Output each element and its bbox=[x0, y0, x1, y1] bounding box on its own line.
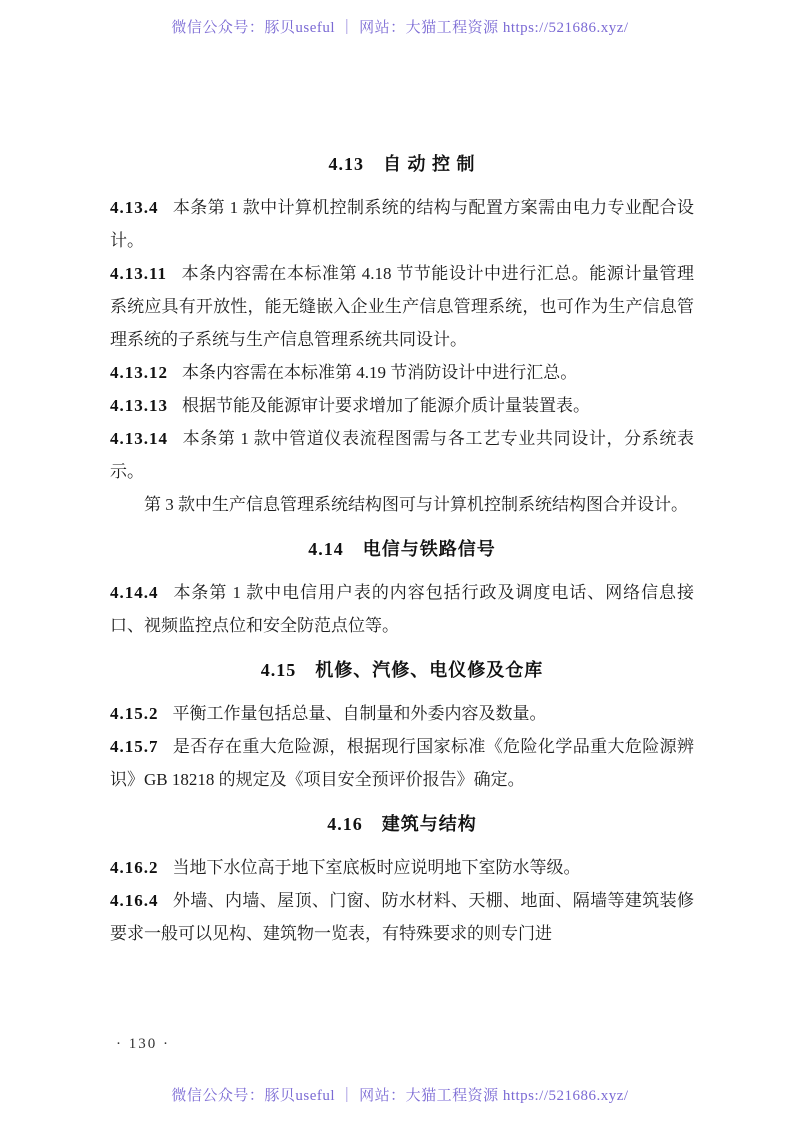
section-heading: 4.14 电信与铁路信号 bbox=[308, 539, 496, 559]
clause-number: 4.16.4 bbox=[110, 891, 159, 910]
clause-paragraph bbox=[110, 356, 694, 389]
page-number: · 130 · bbox=[116, 1036, 170, 1052]
clause-paragraph bbox=[110, 191, 694, 257]
clause-paragraph bbox=[110, 422, 694, 488]
clause-text: 本条内容需在本标准第 4.18 节节能设计中进行汇总。能源计量管理系统应具有开放性，能无缝嵌入企业生产信息管理系统，也可作为生产信息管理系统的子系统与生产信息管理系统共同设计。 bbox=[110, 264, 694, 349]
clause-paragraph bbox=[110, 576, 694, 642]
clause-text: 是否存在重大危险源，根据现行国家标准《危险化学品重大危险源辨识》GB 18218 的规定及《项目安全预评价报告》确定。 bbox=[110, 737, 694, 789]
clause-paragraph bbox=[110, 851, 694, 884]
clause-number: 4.13.4 bbox=[110, 198, 159, 217]
clause-number: 4.14.4 bbox=[110, 583, 159, 602]
clause-text: 本条第 1 款中管道仪表流程图需与各工艺专业共同设计，分系统表示。 bbox=[110, 429, 694, 481]
clause-text: 本条第 1 款中计算机控制系统的结构与配置方案需由电力专业配合设计。 bbox=[110, 198, 694, 250]
clause-text: 根据节能及能源审计要求增加了能源介质计量装置表。 bbox=[182, 396, 590, 415]
clause-text: 本条第 1 款中电信用户表的内容包括行政及调度电话、网络信息接口、视频监控点位和安全防范点位等。 bbox=[110, 583, 694, 635]
clause-paragraph bbox=[110, 488, 694, 521]
section-heading: 4.15 机修、汽修、电仪修及仓库 bbox=[260, 660, 544, 680]
document-content bbox=[110, 136, 694, 950]
clause-number: 4.15.7 bbox=[110, 737, 159, 756]
section-heading: 4.16 建筑与结构 bbox=[327, 814, 477, 834]
section-heading: 4.13 自 动 控 制 bbox=[328, 154, 476, 174]
clause-text: 本条内容需在本标准第 4.19 节消防设计中进行汇总。 bbox=[182, 363, 578, 382]
clause-paragraph bbox=[110, 697, 694, 730]
clause-paragraph bbox=[110, 257, 694, 356]
clause-paragraph bbox=[110, 884, 694, 950]
clause-number: 4.13.14 bbox=[110, 429, 168, 448]
clause-number: 4.13.13 bbox=[110, 396, 168, 415]
clause-paragraph bbox=[110, 389, 694, 422]
clause-number: 4.13.12 bbox=[110, 363, 168, 382]
clause-text: 当地下水位高于地下室底板时应说明地下室防水等级。 bbox=[172, 858, 581, 877]
header-watermark: 微信公众号：豚贝useful ｜ 网站：大猫工程资源 https://521686.xyz/ bbox=[171, 20, 629, 36]
clause-text: 第 3 款中生产信息管理系统结构图可与计算机控制系统结构图合并设计。 bbox=[144, 495, 688, 514]
clause-text: 外墙、内墙、屋顶、门窗、防水材料、天棚、地面、隔墙等建筑装修要求一般可以见构、建筑物一览表，有特殊要求的则专门进 bbox=[110, 891, 694, 943]
clause-number: 4.15.2 bbox=[110, 704, 159, 723]
footer-watermark: 微信公众号：豚贝useful ｜ 网站：大猫工程资源 https://521686.xyz/ bbox=[171, 1088, 629, 1104]
clause-number: 4.13.11 bbox=[110, 264, 168, 283]
clause-number: 4.16.2 bbox=[110, 858, 159, 877]
clause-text: 平衡工作量包括总量、自制量和外委内容及数量。 bbox=[172, 704, 547, 723]
clause-paragraph bbox=[110, 730, 694, 796]
